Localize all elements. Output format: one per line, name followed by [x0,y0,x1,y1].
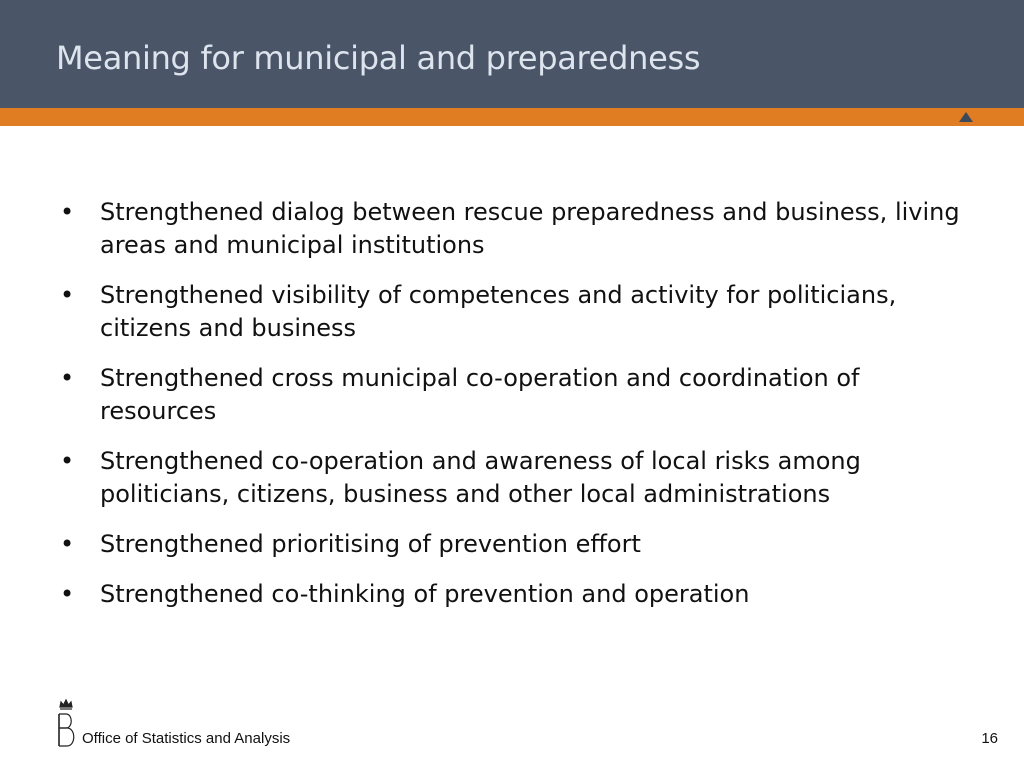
bullet-marker: • [60,530,75,558]
bullet-text: Strengthened cross municipal co-operation and coordination of resources [100,364,860,425]
bullet-item [60,528,960,561]
bullet-list [60,196,960,628]
bullet-item [60,279,960,345]
bullet-text: Strengthened prioritising of prevention effort [100,530,641,558]
bullet-text: Strengthened co-operation and awareness of local risks among politicians, citizens, business and other local administrations [100,447,861,508]
bullet-marker: • [60,580,75,608]
bullet-marker: • [60,198,75,226]
bullet-text: Strengthened dialog between rescue preparedness and business, living areas and municipal institutions [100,198,960,259]
bullet-item [60,196,960,262]
bullet-text: Strengthened visibility of competences and activity for politicians, citizens and business [100,281,897,342]
triangle-up-icon[interactable] [959,112,973,122]
footer-organization: Office of Statistics and Analysis [82,730,291,747]
bullet-item [60,362,960,428]
bullet-item [60,445,960,511]
slide-title: Meaning for municipal and preparedness [56,39,701,77]
bullet-marker: • [60,447,75,475]
accent-bar [0,108,1024,126]
bullet-item [60,578,960,611]
title-bar [0,0,1024,108]
crown-b-logo-icon [52,697,80,749]
bullet-text: Strengthened co-thinking of prevention and operation [100,580,750,608]
bullet-marker: • [60,281,75,309]
page-number: 16 [981,730,998,747]
bullet-marker: • [60,364,75,392]
